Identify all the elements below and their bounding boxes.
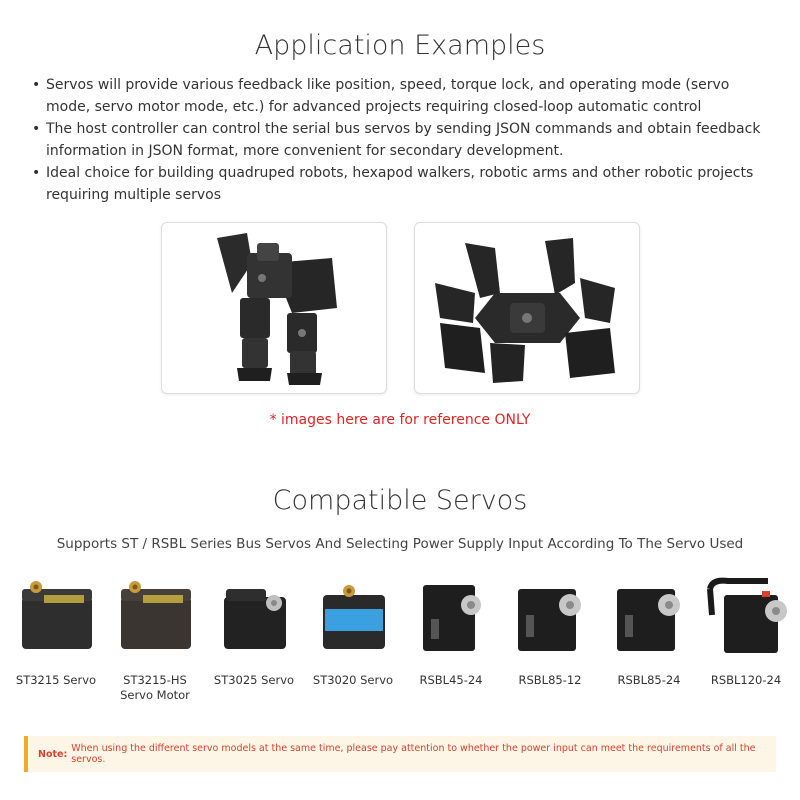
compatible-servos-title: Compatible Servos xyxy=(272,485,528,516)
servo-label: RSBL45-24 xyxy=(419,673,483,687)
servo-label: RSBL120-24 xyxy=(710,673,782,687)
reference-only-note: * images here are for reference ONLY xyxy=(269,412,531,428)
quadruped-robot-illustration xyxy=(162,223,386,393)
hexapod-robot-image xyxy=(414,222,640,394)
servo-rsbl85-24 xyxy=(601,575,697,688)
note-label: Note: xyxy=(38,748,68,760)
servo-rsbl45-24 xyxy=(403,575,499,688)
feature-item: • The host controller can control the serial bus servos by sending JSON commands and obtain feedback information in JSON format, more convenient for secondary development. xyxy=(30,118,770,162)
servo-st3020 xyxy=(305,575,401,688)
st3020-servo-image xyxy=(305,575,401,655)
st3025-servo-image xyxy=(206,575,302,655)
rsbl120-24-servo-image xyxy=(698,575,794,655)
application-examples-title: Application Examples xyxy=(254,30,546,61)
rsbl85-12-servo-image xyxy=(502,575,598,655)
feature-list xyxy=(30,74,770,206)
servo-rsbl120-24 xyxy=(698,575,794,688)
rsbl45-24-servo-image xyxy=(403,575,499,655)
quadruped-robot-image xyxy=(161,222,387,394)
rsbl85-24-servo-image xyxy=(601,575,697,655)
feature-item: • Servos will provide various feedback like position, speed, torque lock, and operating mode (servo mode, servo motor mode, etc.) for advanced projects requiring closed-loop automatic control xyxy=(30,74,770,118)
servo-label: ST3215-HS Servo Motor xyxy=(120,673,190,702)
servo-label: ST3215 Servo xyxy=(15,673,97,687)
servo-rsbl85-12 xyxy=(502,575,598,688)
feature-item: • Ideal choice for building quadruped robots, hexapod walkers, robotic arms and other robotic projects requiring multiple servos xyxy=(30,162,770,206)
compatible-servos-subtitle: Supports ST / RSBL Series Bus Servos And Selecting Power Supply Input According To The Servo Used xyxy=(56,536,744,552)
st3215-hs-servo-image xyxy=(107,575,203,655)
servo-st3215 xyxy=(8,575,104,688)
servo-st3025 xyxy=(206,575,302,688)
servo-label: RSBL85-24 xyxy=(617,673,681,687)
note-text: When using the different servo models at the same time, please pay attention to whether the power input can meet the requirements of all the servos. xyxy=(71,743,756,765)
servo-st3215-hs xyxy=(107,575,203,703)
power-supply-note xyxy=(24,736,776,772)
servo-label: ST3025 Servo xyxy=(213,673,295,687)
servo-label: ST3020 Servo xyxy=(312,673,394,687)
hexapod-robot-illustration xyxy=(415,223,639,393)
st3215-servo-image xyxy=(8,575,104,655)
servo-label: RSBL85-12 xyxy=(518,673,582,687)
